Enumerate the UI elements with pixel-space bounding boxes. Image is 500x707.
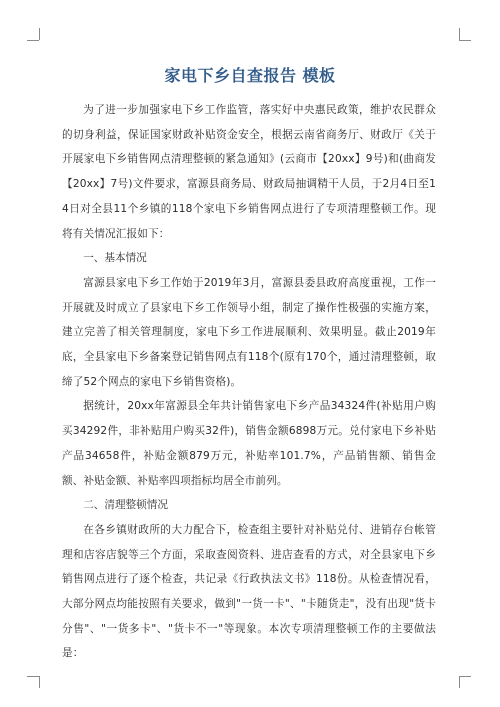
section-heading-rectification: 二、清理整顿情况 (83, 499, 168, 512)
paragraph-rectification-1: 在各乡镇财政所的大力配合下，检查组主要针对补贴兑付、进销存台帐管理和店容店貌等三个方面，采取查阅资料、进店查看的方式，对全县家电下乡销售网点进行了逐个检查，共记录《行政执法文书》118份。从检查情况看，大部分网点均能按照有关要求，做到"一货一卡"、"卡随货走"，没有出现"货卡分售"、"一货多卡"、"货卡不一"等现象。本次专项清理整顿工作的主要做法是： (62, 523, 436, 660)
crop-mark-bottom-left (27, 676, 39, 677)
document-body (62, 98, 436, 666)
paragraph-basic-1: 富源县家电下乡工作始于2019年3月，富源县委县政府高度重视，工作一开展就及时成立了县家电下乡工作领导小组，制定了操作性极强的实施方案，建立完善了相关管理制度，家电下乡工作进展顺利、效果明显。截止2019年底，全县家电下乡备案登记销售网点有118个(原有170个，通过清理整顿，取缔了52个网点的家电下乡销售资格)。 (62, 276, 436, 388)
crop-mark-top-right (459, 40, 471, 41)
crop-mark-bottom-right-v (459, 676, 460, 688)
crop-mark-bottom-right (459, 676, 471, 677)
crop-mark-top-right-v (459, 28, 460, 40)
paragraph-intro: 为了进一步加强家电下乡工作监管，落实好中央惠民政策，维护农民群众的切身利益，保证国家财政补贴资金安全，根据云南省商务厅、财政厅《关于开展家电下乡销售网点清理整顿的紧急通知》(云商市【20xx】9号)和(曲商发【20xx】7号)文件要求，富源县商务局、财政局抽调精干人员，于2月4日至14日对全县11个乡镇的118个家电下乡销售网点进行了专项清理整顿工作。现将有关情况汇报如下： (62, 104, 436, 240)
crop-mark-top-left (27, 40, 39, 41)
crop-mark-top-left-v (39, 28, 40, 40)
crop-mark-bottom-left-v (39, 676, 40, 688)
document-title: 家电下乡自查报告 模板 (164, 66, 336, 85)
paragraph-basic-2: 据统计，20xx年富源县全年共计销售家电下乡产品34324件(补贴用户购买34292件，非补贴用户购买32件)，销售金额6898万元。兑付家电下乡补贴产品34658件，补贴金额879万元，补贴率101.7%，产品销售额、销售金额、补贴金额、补贴率四项指标均居全市前列。 (62, 400, 436, 487)
section-heading-basic: 一、基本情况 (83, 252, 147, 265)
